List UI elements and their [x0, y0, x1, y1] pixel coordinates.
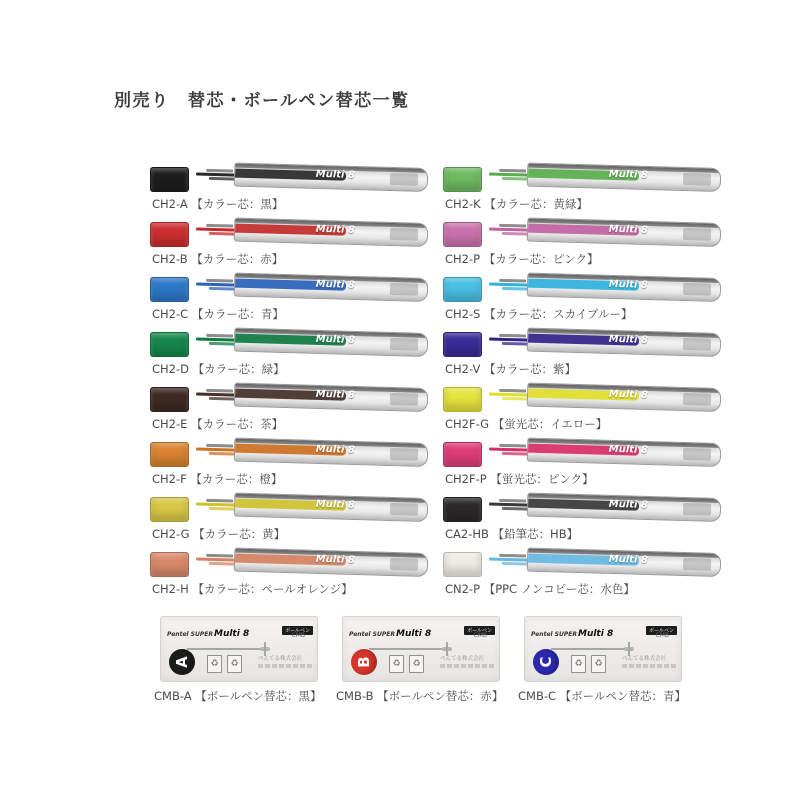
- pack-type-badge: ボールペン: [646, 626, 677, 635]
- refill-label: CH2-F 【カラー芯：橙】: [152, 472, 283, 486]
- tube-body: [527, 218, 722, 247]
- lead-tips: [196, 388, 238, 403]
- tube-body: [234, 548, 429, 577]
- refill-tube: [196, 547, 429, 577]
- lead-tips: [489, 498, 531, 513]
- refill-column-right: [443, 163, 735, 603]
- refill-item: [150, 218, 442, 273]
- tube-body: [527, 273, 722, 302]
- recycle-icon: ♻: [409, 655, 424, 673]
- tube-body: [234, 218, 429, 247]
- refill-tube: [196, 327, 429, 357]
- refill-cap: [443, 442, 482, 467]
- multi8-logo: Multi 8: [608, 553, 649, 566]
- refill-tube: [489, 547, 722, 577]
- lead-tips: [196, 443, 238, 458]
- tube-body: [527, 163, 722, 192]
- refill-tube: [196, 217, 429, 247]
- pack-label: CMB-B 【ボールペン替芯：赤】: [336, 689, 504, 703]
- refill-tube: [489, 382, 722, 412]
- refill-cap: [150, 552, 189, 577]
- tube-body: [234, 493, 429, 522]
- multi8-logo: Multi 8: [315, 443, 356, 456]
- refill-cap: [150, 442, 189, 467]
- refill-item: [443, 218, 735, 273]
- refill-label: CH2-V 【カラー芯：紫】: [445, 362, 576, 376]
- refill-label: CH2-K 【カラー芯：黄緑】: [445, 197, 588, 211]
- tube-body: [234, 273, 429, 302]
- multi8-logo: Multi 8: [315, 498, 356, 511]
- refill-tube: [489, 327, 722, 357]
- refill-column-left: [150, 163, 442, 603]
- multi8-logo: Multi 8: [315, 553, 356, 566]
- tube-body: [527, 548, 722, 577]
- refill-label: CH2-B 【カラー芯：赤】: [152, 252, 284, 266]
- refill-cap: [150, 497, 189, 522]
- refill-item: [150, 438, 442, 493]
- recycle-icon: ♻: [591, 655, 606, 673]
- recycle-icon: ♻: [227, 655, 242, 673]
- refill-cap: [443, 277, 482, 302]
- refill-cap: [443, 167, 482, 192]
- lead-tips: [196, 278, 238, 293]
- refill-label: CA2-HB 【鉛筆芯：HB】: [445, 527, 579, 541]
- multi8-logo: Multi 8: [608, 168, 649, 181]
- lead-tips: [196, 168, 238, 183]
- refill-item: [150, 163, 442, 218]
- tube-body: [527, 493, 722, 522]
- tube-body: [234, 383, 429, 412]
- refill-item: [443, 273, 735, 328]
- tube-body: [234, 438, 429, 467]
- lead-tips: [489, 553, 531, 568]
- refill-tube: [196, 272, 429, 302]
- multi8-logo: Multi 8: [608, 278, 649, 291]
- refill-needle: [187, 648, 265, 650]
- lead-tips: [196, 223, 238, 238]
- lead-tips: [196, 498, 238, 513]
- refill-cap: [443, 497, 482, 522]
- pack-brand: Pentel SUPERMulti 8: [167, 629, 250, 639]
- refill-label: CH2F-G 【蛍光芯：イエロー】: [445, 417, 608, 431]
- ballpoint-pack: [154, 616, 322, 726]
- multi8-logo: Multi 8: [315, 388, 356, 401]
- pack-brand: Pentel SUPERMulti 8: [349, 629, 432, 639]
- pack-letter-badge: A: [169, 649, 195, 675]
- lead-tips: [196, 553, 238, 568]
- pack-letter-badge: B: [351, 649, 377, 675]
- tube-body: [527, 328, 722, 357]
- lead-tips: [489, 278, 531, 293]
- ballpoint-pack: [518, 616, 686, 726]
- pack-type-badge: ボールペン: [282, 626, 313, 635]
- pack-model: CMB: [473, 632, 487, 639]
- pack-type-badge: ボールペン: [464, 626, 495, 635]
- refill-item: [443, 493, 735, 548]
- recycle-icon: ♻: [389, 655, 404, 673]
- refill-cap: [150, 332, 189, 357]
- refill-item: [443, 383, 735, 438]
- refill-item: [150, 273, 442, 328]
- refill-item: [443, 438, 735, 493]
- refill-item: [443, 328, 735, 383]
- pack-blister: [342, 616, 500, 682]
- refill-tube: [489, 217, 722, 247]
- ballpoint-pack-row: [0, 616, 800, 746]
- lead-tips: [489, 168, 531, 183]
- refill-label: CH2-S 【カラー芯：スカイブルー】: [445, 307, 633, 321]
- tube-body: [527, 383, 722, 412]
- refill-label: CH2-H 【カラー芯：ペールオレンジ】: [152, 582, 353, 596]
- page-title: 別売り 替芯・ボールペン替芯一覧: [114, 91, 410, 111]
- refill-label: CH2-G 【カラー芯：黄】: [152, 527, 286, 541]
- multi8-logo: Multi 8: [315, 168, 356, 181]
- lead-tips: [196, 333, 238, 348]
- multi8-logo: Multi 8: [608, 388, 649, 401]
- refill-tube: [489, 272, 722, 302]
- refill-label: CN2-P 【PPC ノンコピー芯：水色】: [445, 582, 635, 596]
- recycle-icon: ♻: [207, 655, 222, 673]
- multi8-logo: Multi 8: [608, 333, 649, 346]
- pack-label: CMB-A 【ボールペン替芯：黒】: [154, 689, 322, 703]
- refill-cap: [150, 277, 189, 302]
- multi8-logo: Multi 8: [608, 443, 649, 456]
- pack-model: CMB: [655, 632, 669, 639]
- pack-label: CMB-C 【ボールペン替芯：青】: [518, 689, 686, 703]
- refill-item: [150, 548, 442, 603]
- refill-cap: [150, 387, 189, 412]
- tube-body: [234, 163, 429, 192]
- refill-cap: [443, 332, 482, 357]
- refill-tube: [489, 437, 722, 467]
- refill-tube: [489, 162, 722, 192]
- pack-brand: Pentel SUPERMulti 8: [531, 629, 614, 639]
- maker-text: ぺんてる株式会社: [258, 656, 312, 668]
- refill-needle: [551, 648, 629, 650]
- ballpoint-pack: [336, 616, 504, 726]
- refill-needle: [369, 648, 447, 650]
- multi8-logo: Multi 8: [315, 333, 356, 346]
- refill-item: [150, 383, 442, 438]
- refill-item: [150, 328, 442, 383]
- refill-label: CH2F-P 【蛍光芯：ピンク】: [445, 472, 594, 486]
- refill-item: [150, 493, 442, 548]
- lead-tips: [489, 223, 531, 238]
- refill-cap: [150, 167, 189, 192]
- refill-cap: [443, 552, 482, 577]
- tube-body: [234, 328, 429, 357]
- refill-tube: [489, 492, 722, 522]
- pack-blister: [524, 616, 682, 682]
- refill-tube: [196, 162, 429, 192]
- maker-text: ぺんてる株式会社: [440, 656, 494, 668]
- refill-item: [443, 163, 735, 218]
- refill-label: CH2-P 【カラー芯：ピンク】: [445, 252, 599, 266]
- refill-cap: [150, 222, 189, 247]
- pack-letter-badge: C: [533, 649, 559, 675]
- refill-tube: [196, 382, 429, 412]
- refill-label: CH2-D 【カラー芯：緑】: [152, 362, 285, 376]
- refill-label: CH2-E 【カラー芯：茶】: [152, 417, 284, 431]
- pack-model: CMB: [291, 632, 305, 639]
- refill-tube: [196, 437, 429, 467]
- multi8-logo: Multi 8: [608, 223, 649, 236]
- refill-label: CH2-A 【カラー芯：黒】: [152, 197, 284, 211]
- lead-tips: [489, 388, 531, 403]
- refill-tube: [196, 492, 429, 522]
- refill-item: [443, 548, 735, 603]
- refill-label: CH2-C 【カラー芯：青】: [152, 307, 284, 321]
- maker-text: ぺんてる株式会社: [622, 656, 676, 668]
- multi8-logo: Multi 8: [608, 498, 649, 511]
- lead-tips: [489, 443, 531, 458]
- refill-cap: [443, 387, 482, 412]
- multi8-logo: Multi 8: [315, 223, 356, 236]
- pack-blister: [160, 616, 318, 682]
- tube-body: [527, 438, 722, 467]
- multi8-logo: Multi 8: [315, 278, 356, 291]
- lead-tips: [489, 333, 531, 348]
- recycle-icon: ♻: [571, 655, 586, 673]
- refill-cap: [443, 222, 482, 247]
